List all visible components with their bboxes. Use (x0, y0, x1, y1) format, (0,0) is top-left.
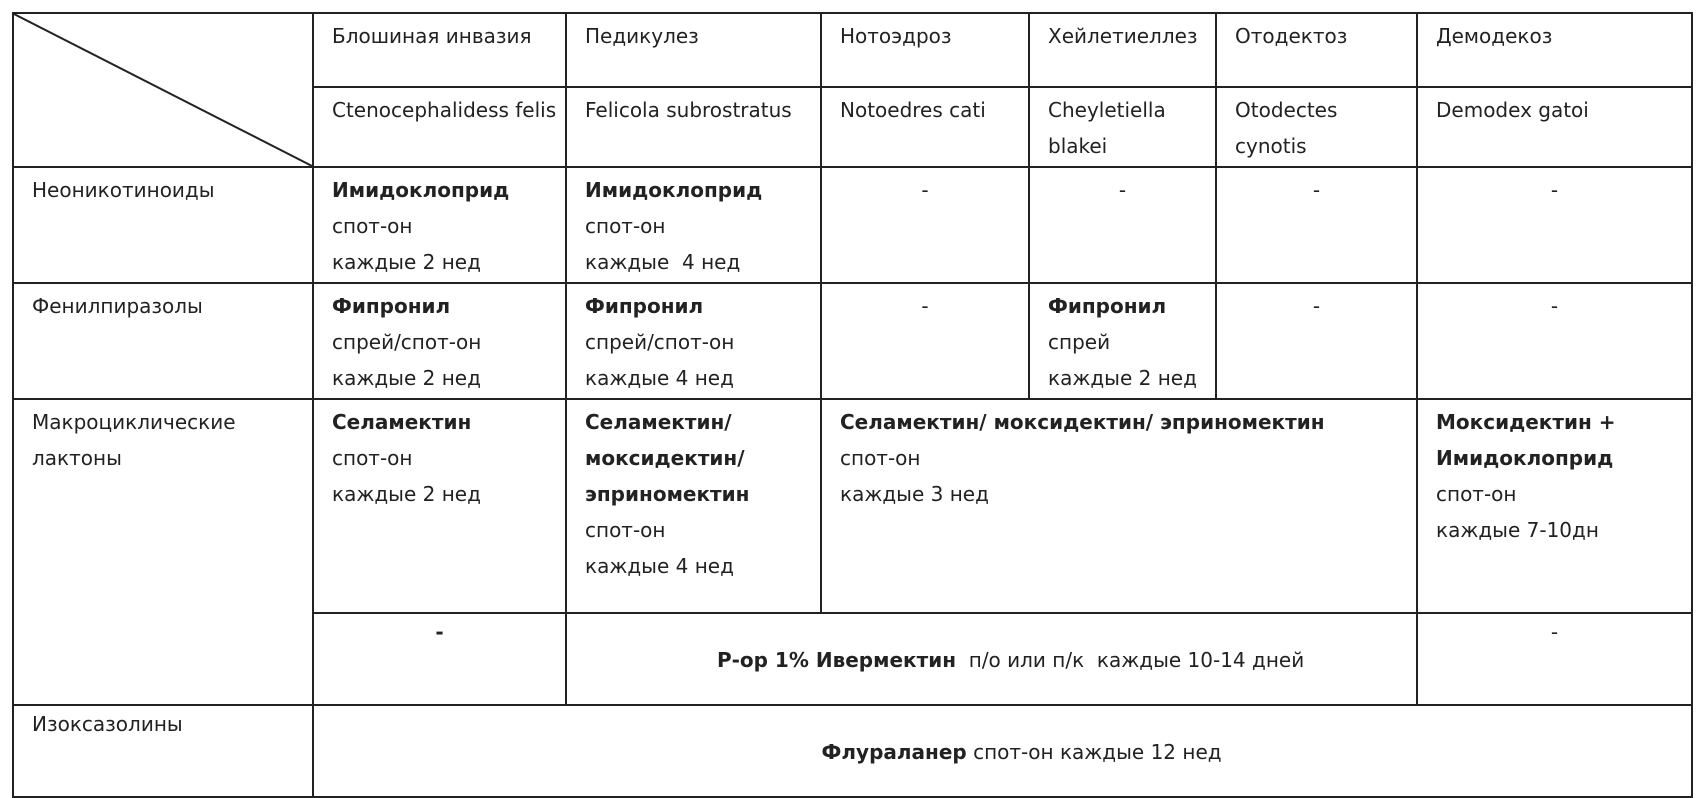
drug-frequency: каждые 7-10дн (1436, 518, 1599, 542)
header-pathogen-lice: Felicola subrostratus (566, 87, 821, 167)
header-pathogen-otod: Otodectes cynotis (1216, 87, 1417, 167)
drug-name: Флураланер (821, 740, 967, 764)
drug-frequency: каждые 2 нед (332, 366, 481, 390)
drug-form: спот-он (1436, 482, 1517, 506)
drug-frequency: каждые 4 нед (585, 250, 741, 274)
drug-form: спот-он (840, 446, 921, 470)
cell-macro-demod (1417, 399, 1692, 613)
cell-phenyl-flea (313, 283, 566, 399)
drug-frequency: каждые 4 нед (585, 366, 734, 390)
drug-name: Фипронил (332, 294, 451, 318)
drug-name: Имидоклоприд (585, 178, 763, 202)
cell-neonic-demod: - (1417, 167, 1692, 283)
drug-form: спрей (1048, 330, 1111, 354)
row-label-phenylpyrazoles: Фенилпиразолы (13, 283, 313, 399)
drug-name: Селамектин (332, 410, 472, 434)
drug-frequency: каждые 4 нед (585, 554, 734, 578)
drug-details: спот-он каждые 12 нед (966, 740, 1222, 764)
cell-macro-flea (313, 399, 566, 613)
drug-name-line: Селамектин/ (585, 410, 732, 434)
drug-name: Селамектин/ моксидектин/ эприномектин (840, 410, 1325, 434)
cell-phenyl-cheyl (1029, 283, 1216, 399)
corner-cell (13, 13, 313, 167)
row-label-macrocyclic-lactones: Макроциклические лактоны (13, 399, 313, 705)
drug-form: спот-он (585, 518, 666, 542)
drug-frequency: каждые 2 нед (332, 482, 481, 506)
row-label-neonicotinoids: Неоникотиноиды (13, 167, 313, 283)
drug-name: Фипронил (1048, 294, 1167, 318)
drug-frequency: каждые 2 нед (1048, 366, 1197, 390)
drug-form: спрей/спот-он (585, 330, 735, 354)
header-disease-noto: Нотоэдроз (821, 13, 1029, 87)
header-pathogen-cheyl: Cheyletiella blakei (1029, 87, 1216, 167)
cell-isoxazolines (313, 705, 1692, 797)
header-disease-flea: Блошиная инвазия (313, 13, 566, 87)
cell-neonic-otod: - (1216, 167, 1417, 283)
cell-phenyl-demod: - (1417, 283, 1692, 399)
cell-phenyl-lice (566, 283, 821, 399)
drug-name-line: Моксидектин + (1436, 410, 1616, 434)
row-label-isoxazolines: Изоксазолины (13, 705, 313, 797)
header-pathogen-demod: Demodex gatoi (1417, 87, 1692, 167)
drug-form: спрей/спот-он (332, 330, 482, 354)
drug-name: Р-ор 1% Ивермектин (716, 648, 957, 672)
drug-details: п/о или п/к каждые 10-14 дней (956, 648, 1305, 672)
drug-name-line: Имидоклоприд (1436, 446, 1614, 470)
cell-neonic-noto: - (821, 167, 1029, 283)
cell-ivermectin (566, 613, 1417, 705)
drug-form: спот-он (332, 214, 413, 238)
cell-neonic-cheyl: - (1029, 167, 1216, 283)
drug-name-line: эприномектин (585, 482, 750, 506)
header-disease-demod: Демодекоз (1417, 13, 1692, 87)
drug-frequency: каждые 3 нед (840, 482, 989, 506)
cell-macro-mites (821, 399, 1417, 613)
header-pathogen-flea: Ctenocephalidess felis (313, 87, 566, 167)
drug-form: спот-он (585, 214, 666, 238)
dash: - (435, 620, 444, 644)
cell-neonic-flea (313, 167, 566, 283)
header-pathogen-noto: Notoedres cati (821, 87, 1029, 167)
cell-ivermectin-flea (313, 613, 566, 705)
header-disease-otod: Отодектоз (1216, 13, 1417, 87)
cell-phenyl-noto: - (821, 283, 1029, 399)
drug-name-line: моксидектин/ (585, 446, 745, 470)
header-disease-cheyl: Хейлетиеллез (1029, 13, 1216, 87)
header-disease-lice: Педикулез (566, 13, 821, 87)
cell-macro-lice (566, 399, 821, 613)
treatment-table (12, 12, 1693, 798)
drug-name: Фипронил (585, 294, 704, 318)
drug-frequency: каждые 2 нед (332, 250, 481, 274)
cell-phenyl-otod: - (1216, 283, 1417, 399)
cell-neonic-lice (566, 167, 821, 283)
drug-form: спот-он (332, 446, 413, 470)
drug-name: Имидоклоприд (332, 178, 510, 202)
diagonal-line (14, 14, 312, 166)
cell-ivermectin-demod: - (1417, 613, 1692, 705)
